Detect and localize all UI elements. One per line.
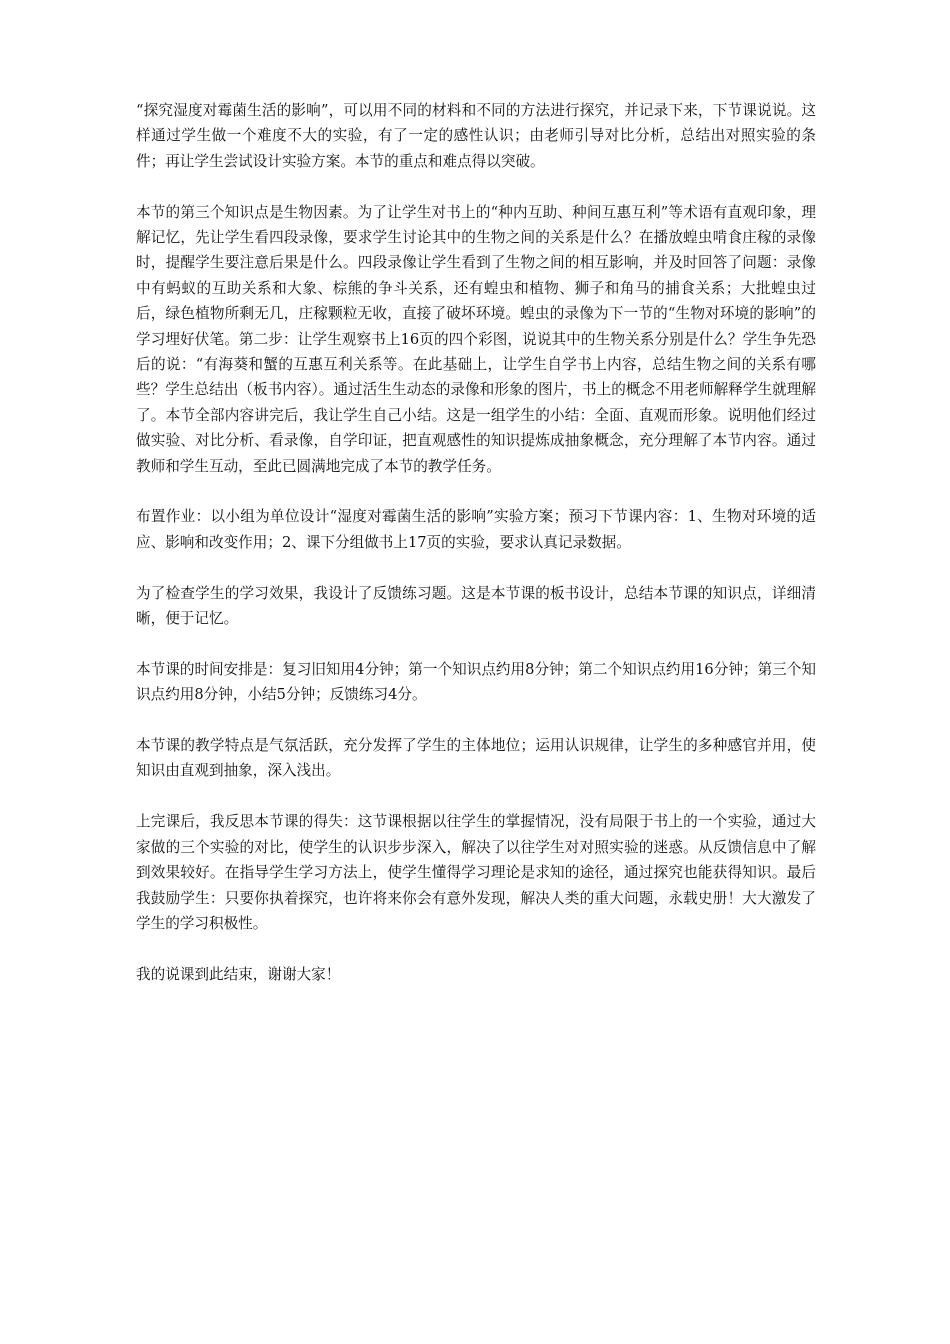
paragraph-feedback-exercises: 为了检查学生的学习效果，我设计了反馈练习题。这是本节课的板书设计，总结本节课的知识点，详细清晰，便于记忆。	[136, 584, 816, 628]
paragraph-time-arrangement: 本节课的时间安排是：复习旧知用4分钟；第一个知识点约用8分钟；第二个知识点约用16分钟；第三个知识点约用8分钟，小结5分钟；反馈练习4分。	[136, 660, 816, 704]
paragraph-reflection: 上完课后，我反思本节课的得失：这节课根据以往学生的掌握情况，没有局限于书上的一个实验，通过大家做的三个实验的对比，使学生的认识步步深入，解决了以往学生对对照实验的迷惑。从反馈信息中了解到效果较好。在指导学生学习方法上，使学生懂得学习理论是求知的途径，通过探究也能获得知识。最后我鼓励学生：只要你执着探究，也许将来你会有意外发现，解决人类的重大问题，永载史册！大大激发了学生的学习积极性。	[136, 813, 816, 932]
paragraph-experiment-design: “探究湿度对霉菌生活的影响”，可以用不同的材料和不同的方法进行探究，并记录下来，下节课说说。这样通过学生做一个难度不大的实验，有了一定的感性认识；由老师引导对比分析，总结出对照实验的条件；再让学生尝试设计实验方案。本节的重点和难点得以突破。	[136, 102, 816, 170]
paragraph-closing: 我的说课到此结束，谢谢大家！	[136, 965, 341, 983]
paragraph-teaching-features: 本节课的教学特点是气氛活跃，充分发挥了学生的主体地位；运用认识规律，让学生的多种感官并用，使知识由直观到抽象，深入浅出。	[136, 737, 816, 780]
paragraph-homework: 布置作业：以小组为单位设计“湿度对霉菌生活的影响”实验方案；预习下节课内容：1、生物对环境的适应、影响和改变作用；2、课下分组做书上17页的实验，要求认真记录数据。	[136, 508, 816, 551]
document-page	[136, 98, 816, 1013]
paragraph-biological-factors: 本节的第三个知识点是生物因素。为了让学生对书上的“种内互助、种间互惠互利”等术语有直观印象，理解记忆，先让学生看四段录像，要求学生讨论其中的生物之间的关系是什么？在播放蝗虫啃食庄稼的录像时，提醒学生要注意后果是什么。四段录像让学生看到了生物之间的相互影响，并及时回答了问题：录像中有蚂蚁的互助关系和大象、棕熊的争斗关系，还有蝗虫和植物、狮子和角马的捕食关系；大批蝗虫过后，绿色植物所剩无几，庄稼颗粒无收，直接了破坏环境。蝗虫的录像为下一节的“生物对环境的影响”的学习埋好伏笔。第二步：让学生观察书上16页的四个彩图，说说其中的生物关系分别是什么？学生争先恐后的说：“有海葵和蟹的互惠互利关系等。在此基础上，让学生自学书上内容，总结生物之间的关系有哪些？学生总结出（板书内容）。通过活生生动态的录像和形象的图片，书上的概念不用老师解释学生就理解了。本节全部内容讲完后，我让学生自己小结。这是一组学生的小结：全面、直观而形象。说明他们经过做实验、对比分析、看录像，自学印证，把直观感性的知识提炼成抽象概念，充分理解了本节内容。通过教师和学生互动，至此已圆满地完成了本节的教学任务。	[136, 203, 816, 475]
